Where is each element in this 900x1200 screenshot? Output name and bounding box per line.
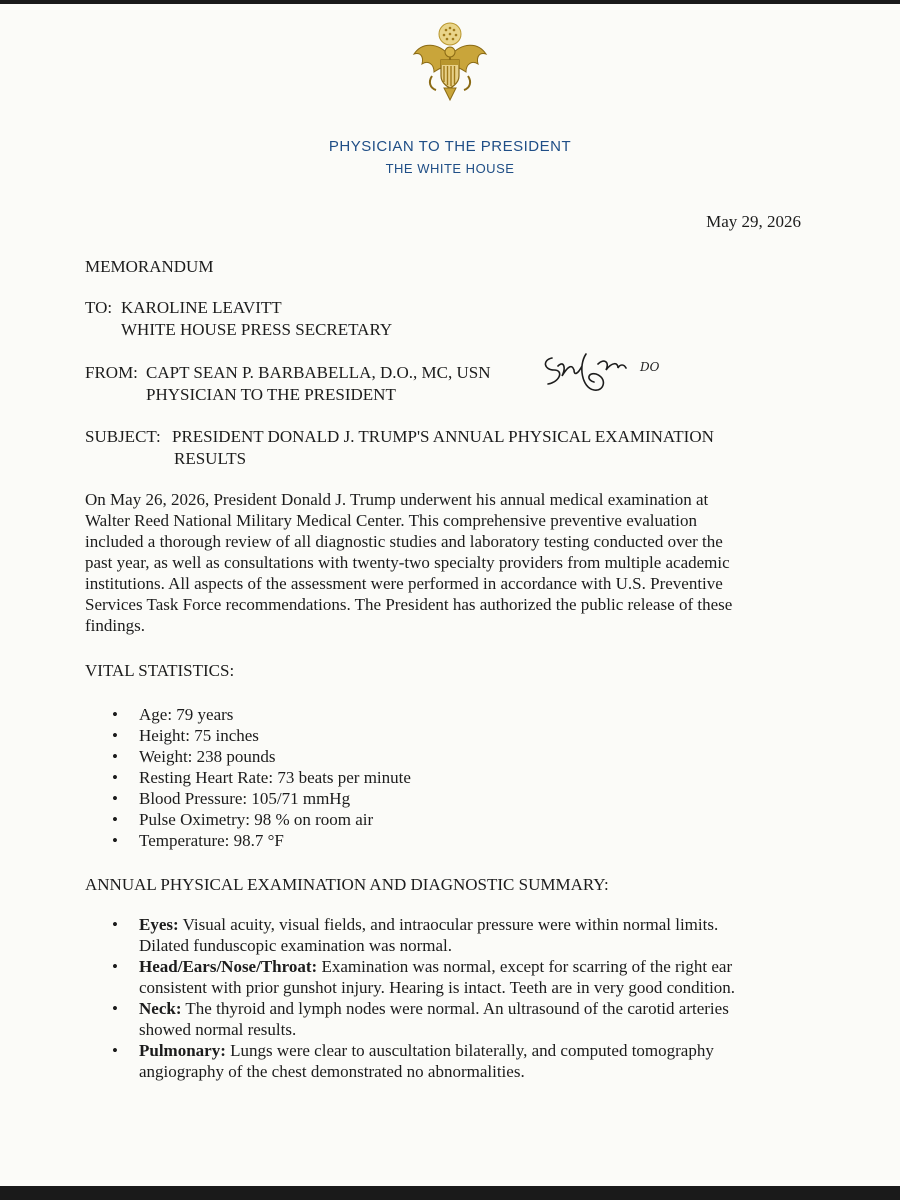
signature-suffix: DO: [640, 360, 660, 374]
subject-line-1: PRESIDENT DONALD J. TRUMP'S ANNUAL PHYSICAL EXAMINATION: [172, 427, 714, 446]
exam-item-label: Neck:: [139, 999, 182, 1018]
vital-item: • Blood Pressure: 105/71 mmHg: [110, 788, 411, 809]
exam-item-text: Visual acuity, visual fields, and intraocular pressure were within normal limits.: [178, 915, 719, 934]
to-name: KAROLINE LEAVITT: [121, 298, 282, 317]
bottom-bar: [0, 1186, 900, 1200]
intro-line: On May 26, 2026, President Donald J. Trump underwent his annual medical examination at: [85, 490, 709, 509]
exam-item-heent: [110, 956, 735, 998]
presidential-seal-icon: [410, 20, 490, 106]
letterhead-subtitle: THE WHITE HOUSE: [385, 161, 515, 176]
vital-item: • Resting Heart Rate: 73 beats per minute: [110, 767, 411, 788]
exam-item-text: showed normal results.: [139, 1020, 297, 1039]
exam-item-pulmonary: [110, 1040, 735, 1082]
exam-item-text: consistent with prior gunshot injury. Hearing is intact. Teeth are in very good condition.: [139, 978, 736, 997]
exam-item-neck: [110, 998, 735, 1040]
from-label: FROM:: [85, 363, 138, 382]
intro-line: Services Task Force recommendations. The President has authorized the public release of these: [85, 595, 733, 614]
exam-item-text: Examination was normal, except for scarring of the right ear: [317, 957, 733, 976]
exam-list: [110, 914, 735, 1082]
to-label: TO:: [85, 298, 113, 317]
letterhead-title: PHYSICIAN TO THE PRESIDENT: [328, 138, 572, 155]
vital-item: • Pulse Oximetry: 98 % on room air: [110, 809, 411, 830]
exam-item-text: angiography of the chest demonstrated no abnormalities.: [139, 1062, 525, 1081]
exam-item-label: Head/Ears/Nose/Throat:: [139, 957, 318, 976]
exam-item-text: Dilated funduscopic examination was normal.: [139, 936, 452, 955]
intro-line: institutions. All aspects of the assessment were performed in accordance with U.S. Preventive: [85, 574, 723, 593]
exam-item-eyes: [110, 914, 735, 956]
vital-item: • Age: 79 years: [110, 704, 411, 725]
exam-heading: ANNUAL PHYSICAL EXAMINATION AND DIAGNOSTIC SUMMARY:: [85, 875, 609, 894]
vital-item: • Weight: 238 pounds: [110, 746, 411, 767]
vitals-list: [110, 704, 411, 851]
to-title: WHITE HOUSE PRESS SECRETARY: [121, 320, 393, 339]
intro-line: Walter Reed National Military Medical Center. This comprehensive preventive evaluation: [85, 511, 698, 530]
from-name: CAPT SEAN P. BARBABELLA, D.O., MC, USN: [146, 363, 491, 382]
subject-label: SUBJECT:: [85, 427, 161, 446]
vital-item: • Temperature: 98.7 °F: [110, 830, 411, 851]
from-title: PHYSICIAN TO THE PRESIDENT: [146, 385, 396, 404]
intro-line: included a thorough review of all diagnostic studies and laboratory testing conducted over the: [85, 532, 723, 551]
intro-line: past year, as well as consultations with twenty-two specialty providers from multiple academic: [85, 553, 730, 572]
exam-item-text: Lungs were clear to auscultation bilaterally, and computed tomography: [225, 1041, 714, 1060]
exam-item-text: The thyroid and lymph nodes were normal. An ultrasound of the carotid arteries: [181, 999, 729, 1018]
subject-line-2: RESULTS: [174, 449, 247, 468]
exam-item-label: Pulmonary:: [139, 1041, 226, 1060]
vital-item: • Height: 75 inches: [110, 725, 411, 746]
intro-paragraph: [85, 489, 805, 636]
vitals-heading: VITAL STATISTICS:: [85, 661, 235, 680]
memo-page: [0, 4, 900, 1186]
exam-item-label: Eyes:: [139, 915, 179, 934]
intro-line: findings.: [85, 616, 145, 635]
memo-heading: MEMORANDUM: [85, 257, 214, 276]
memo-date: May 29, 2026: [706, 212, 801, 231]
